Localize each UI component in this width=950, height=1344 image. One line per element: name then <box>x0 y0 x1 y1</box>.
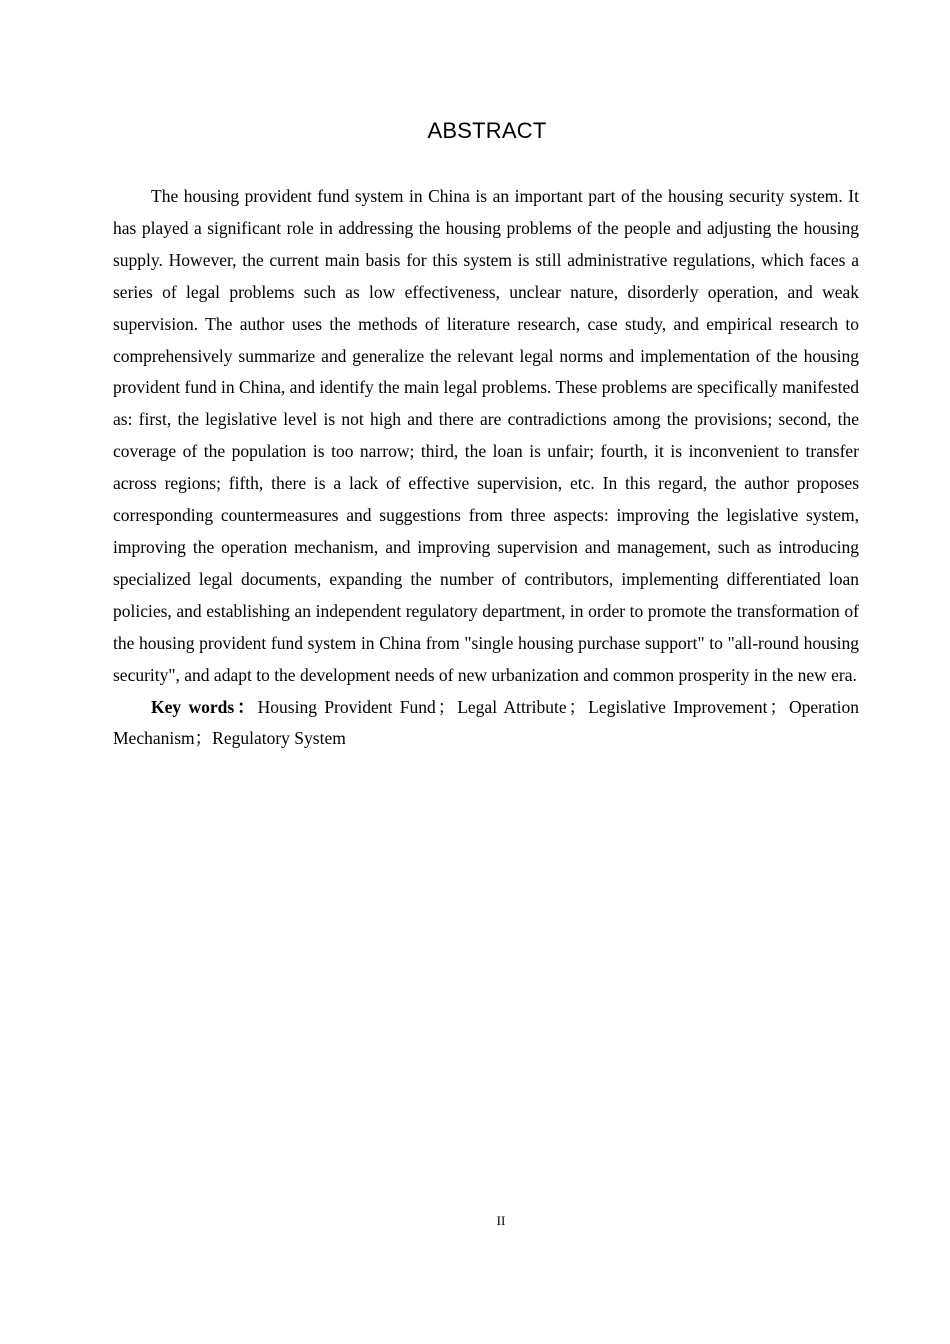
keyword-item: Housing Provident Fund <box>257 696 436 717</box>
keyword-separator: ； <box>769 696 788 717</box>
keyword-item: Legal Attribute <box>457 696 567 717</box>
keyword-separator: ； <box>194 728 213 749</box>
keyword-item: Regulatory System <box>212 728 346 749</box>
keyword-separator: ； <box>568 696 587 717</box>
keyword-item: Legislative Improvement <box>588 696 768 717</box>
keyword-item: Operation Mechanism <box>113 696 860 749</box>
keyword-separator: ； <box>437 696 456 717</box>
keywords-line <box>113 692 859 756</box>
keywords-label: Key words： <box>151 696 258 717</box>
abstract-paragraph: The housing provident fund system in China is an important part of the housing security system. It has played a significant role in addressing the housing problems of the people and adjusting the housing supply. However, the current main basis for this system is still administrative regulations, which faces a series of legal problems such as low effectiveness, unclear nature, disorderly operation, and weak supervision. The author uses the methods of literature research, case study, and empirical research to comprehensively summarize and generalize the relevant legal norms and implementation of the housing provident fund in China, and identify the main legal problems. These problems are specifically manifested as: first, the legislative level is not high and there are contradictions among the provisions; second, the coverage of the population is too narrow; third, the loan is unfair; fourth, it is inconvenient to transfer across regions; fifth, there is a lack of effective supervision, etc. In this regard, the author proposes corresponding countermeasures and suggestions from three aspects: improving the legislative system, improving the operation mechanism, and improving supervision and management, such as introducing specialized legal documents, expanding the number of contributors, implementing differentiated loan policies, and establishing an independent regulatory department, in order to promote the transformation of the housing provident fund system in China from "single housing purchase support" to "all-round housing security", and adapt to the development needs of new urbanization and common prosperity in the new era. <box>113 186 859 685</box>
page-number: II <box>496 1213 506 1228</box>
abstract-body <box>113 181 859 755</box>
page-title: ABSTRACT <box>427 118 547 143</box>
